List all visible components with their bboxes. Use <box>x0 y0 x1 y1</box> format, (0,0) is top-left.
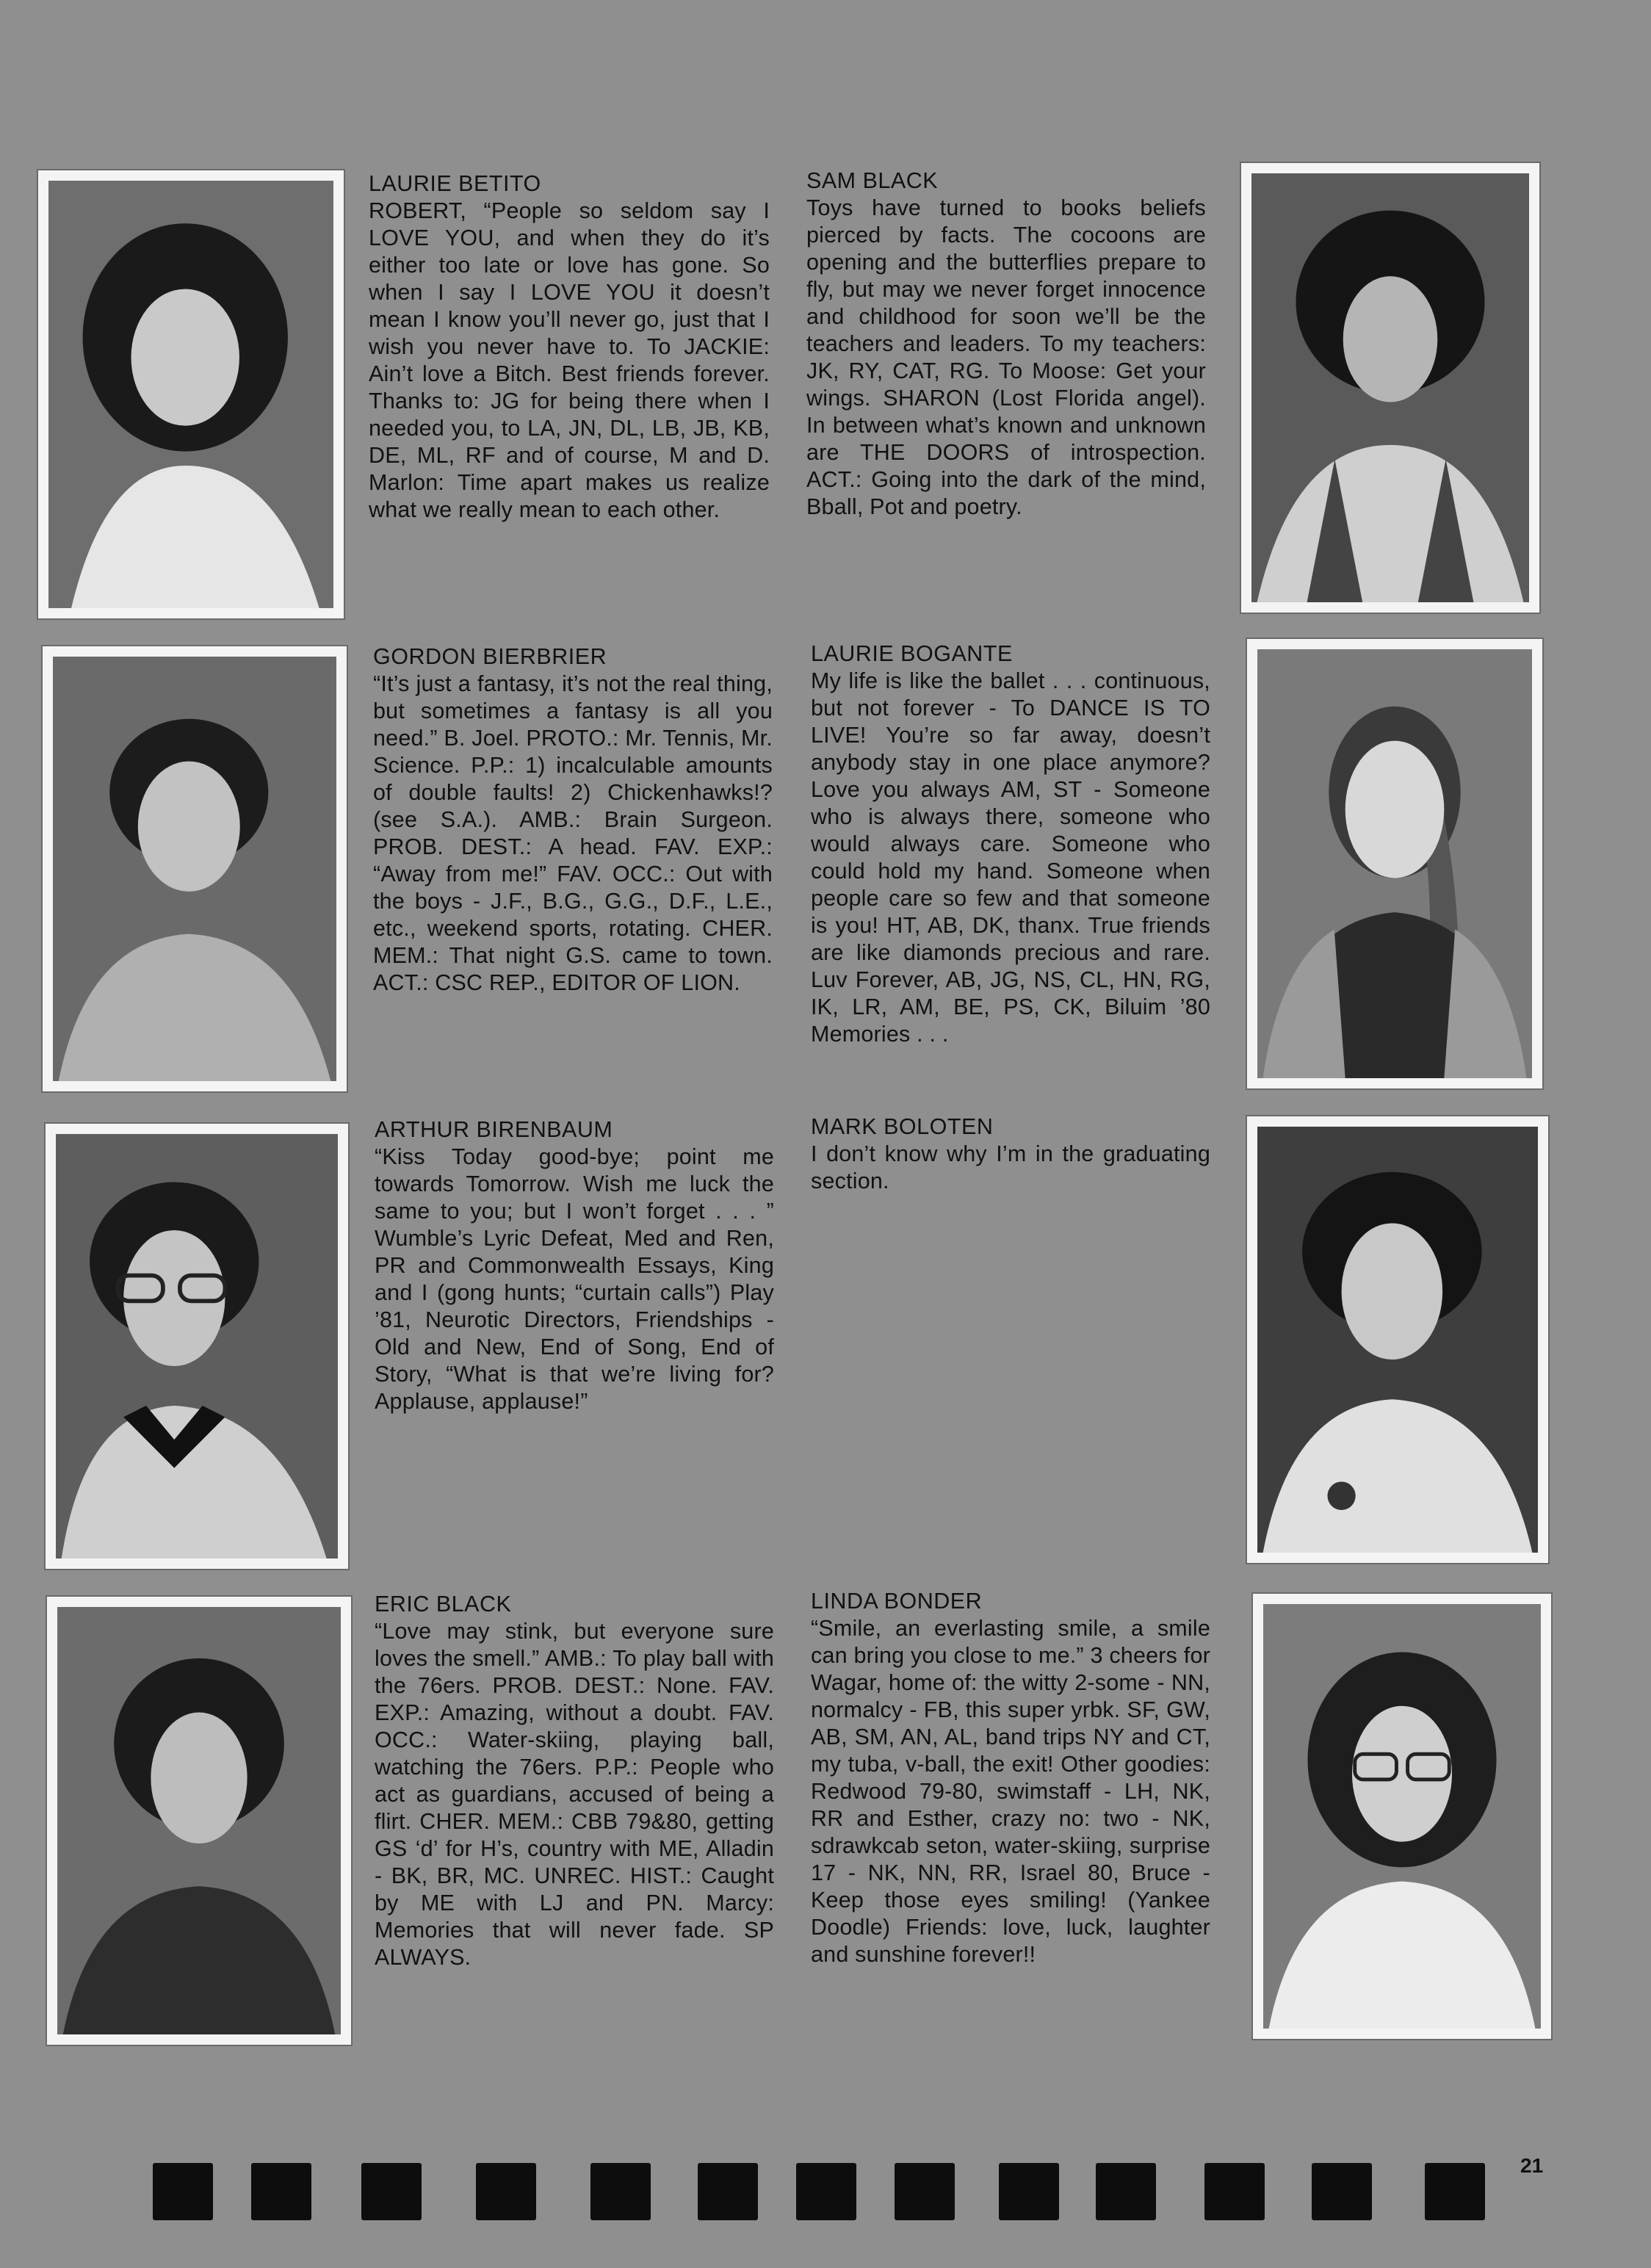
decorative-block <box>361 2163 422 2220</box>
entry-linda-bonder <box>811 1588 1210 1968</box>
decorative-block <box>1204 2163 1265 2220</box>
student-quote: My life is like the ballet . . . continuous, but not forever - To DANCE IS TO LIVE! You’re so far away, doesn’t anybody stay in one place anymore? Love you always AM, ST - Someone who is always there, someone who would always care. Someone who could hold my hand. Someone when people care so few and that someone is you! HT, AB, DK, thanx. True friends are like diamonds precious and rare. Luv Forever, AB, JG, NS, CL, HN, RG, IK, LR, AM, BE, PS, CK, Biluim ’80 Memories . . . <box>811 668 1210 1047</box>
student-name: MARK BOLOTEN <box>811 1114 994 1139</box>
student-name: LINDA BONDER <box>811 1589 983 1614</box>
student-quote: “It’s just a fantasy, it’s not the real thing, but sometimes a fantasy is all you need.” B. Joel. PROTO.: Mr. Tennis, Mr. Science. P.P.: 1) incalculable amounts of double faults! 2) Chickenhawks!? (see S.A.). AMB.: Brain Surgeon. PROB. DEST.: A head. FAV. EXP.: “Away from me!” FAV. OCC.: Out with the boys - J.F., B.G., G.G., D.F., L.E., etc., weekend sports, rotating. CHER. MEM.: That night G.S. came to town. ACT.: CSC REP., EDITOR OF LION. <box>373 671 773 995</box>
portrait-sam-black <box>1241 163 1539 613</box>
student-quote: I don’t know why I’m in the graduating section. <box>811 1141 1210 1193</box>
decorative-block <box>251 2163 311 2220</box>
entry-sam-black <box>806 167 1206 521</box>
student-name: ERIC BLACK <box>375 1592 512 1617</box>
decorative-block <box>590 2163 651 2220</box>
entry-mark-boloten <box>811 1113 1210 1195</box>
decorative-block-strip <box>147 2163 1491 2222</box>
entry-laurie-bogante <box>811 640 1210 1048</box>
entry-laurie-betito <box>369 170 770 524</box>
decorative-block <box>1312 2163 1372 2220</box>
decorative-block <box>1425 2163 1485 2220</box>
student-name: ARTHUR BIRENBAUM <box>375 1117 613 1142</box>
portrait-mark-boloten <box>1247 1116 1548 1563</box>
portrait-laurie-betito <box>38 170 344 618</box>
portrait-eric-black <box>47 1597 351 2045</box>
decorative-block <box>999 2163 1059 2220</box>
entry-eric-black <box>375 1591 774 1971</box>
student-quote: ROBERT, “People so seldom say I LOVE YOU, and when they do it’s either too late or love has gone. So when I say I LOVE YOU it doesn’t mean I know you’ll never go, just that I wish you never have to. To JACKIE: Ain’t love a Bitch. Best friends forever. Thanks to: JG for being there when I needed you, to LA, JN, DL, LB, JB, KB, DE, ML, RF and of course, M and D. Marlon: Time apart makes us realize what we really mean to each other. <box>369 198 770 522</box>
decorative-block <box>1096 2163 1156 2220</box>
decorative-block <box>476 2163 536 2220</box>
student-quote: Toys have turned to books beliefs pierced by facts. The cocoons are opening and the butterflies prepare to fly, but may we never forget innocence and childhood for soon we’ll be the teachers and leaders. To my teachers: JK, RY, CAT, RG. To Moose: Get your wings. SHARON (Lost Florida angel). In between what’s known and unknown are THE DOORS of introspection. ACT.: Going into the dark of the mind, Bball, Pot and poetry. <box>806 195 1206 519</box>
page-number: 21 <box>1520 2154 1544 2177</box>
decorative-block <box>796 2163 856 2220</box>
student-quote: “Smile, an everlasting smile, a smile can bring you close to me.” 3 cheers for Wagar, home of: the witty 2-some - NN, normalcy - FB, this super yrbk. SF, GW, AB, SM, AN, AL, band trips NY and CT, my tuba, v-ball, the exit! Other goodies: Redwood 79-80, swimstaff - LH, NK, RR and Esther, crazy no: two - NK, sdrawkcab seton, water-skiing, surprise 17 - NK, NN, RR, Israel 80, Bruce - Keep those eyes smiling! (Yankee Doodle) Friends: love, luck, laughter and sunshine forever!! <box>811 1616 1210 1967</box>
student-name: GORDON BIERBRIER <box>373 644 607 669</box>
portrait-laurie-bogante <box>1247 639 1542 1088</box>
decorative-block <box>153 2163 213 2220</box>
portrait-gordon-bierbrier <box>43 646 347 1091</box>
student-name: LAURIE BETITO <box>369 171 541 196</box>
portrait-linda-bonder <box>1253 1594 1551 2039</box>
student-quote: “Kiss Today good-bye; point me towards Tomorrow. Wish me luck the same to you; but I won’t forget . . . ” Wumble’s Lyric Defeat, Med and Ren, PR and Commonwealth Essays, King and I (gong hunts; “curtain calls”) Play ’81, Neurotic Directors, Friendships - Old and New, End of Song, End of Story, “What is that we’re living for? Applause, applause!” <box>375 1144 774 1414</box>
entry-gordon-bierbrier <box>373 643 773 997</box>
student-name: LAURIE BOGANTE <box>811 641 1013 666</box>
decorative-block <box>895 2163 955 2220</box>
student-quote: “Love may stink, but everyone sure loves the smell.” AMB.: To play ball with the 76ers. PROB. DEST.: None. FAV. EXP.: Amazing, without a doubt. FAV. OCC.: Water-skiing, playing ball, watching the 76ers. P.P.: People who act as guardians, accused of being a flirt. CHER. MEM.: CBB 79&80, getting GS ‘d’ for H’s, country with ME, Alladin - BK, BR, MC. UNREC. HIST.: Caught by ME with LJ and PN. Marcy: Memories that will never fade. SP ALWAYS. <box>375 1619 774 1970</box>
portrait-arthur-birenbaum <box>46 1124 348 1569</box>
decorative-block <box>698 2163 758 2220</box>
student-name: SAM BLACK <box>806 168 939 193</box>
entry-arthur-birenbaum <box>375 1116 774 1415</box>
